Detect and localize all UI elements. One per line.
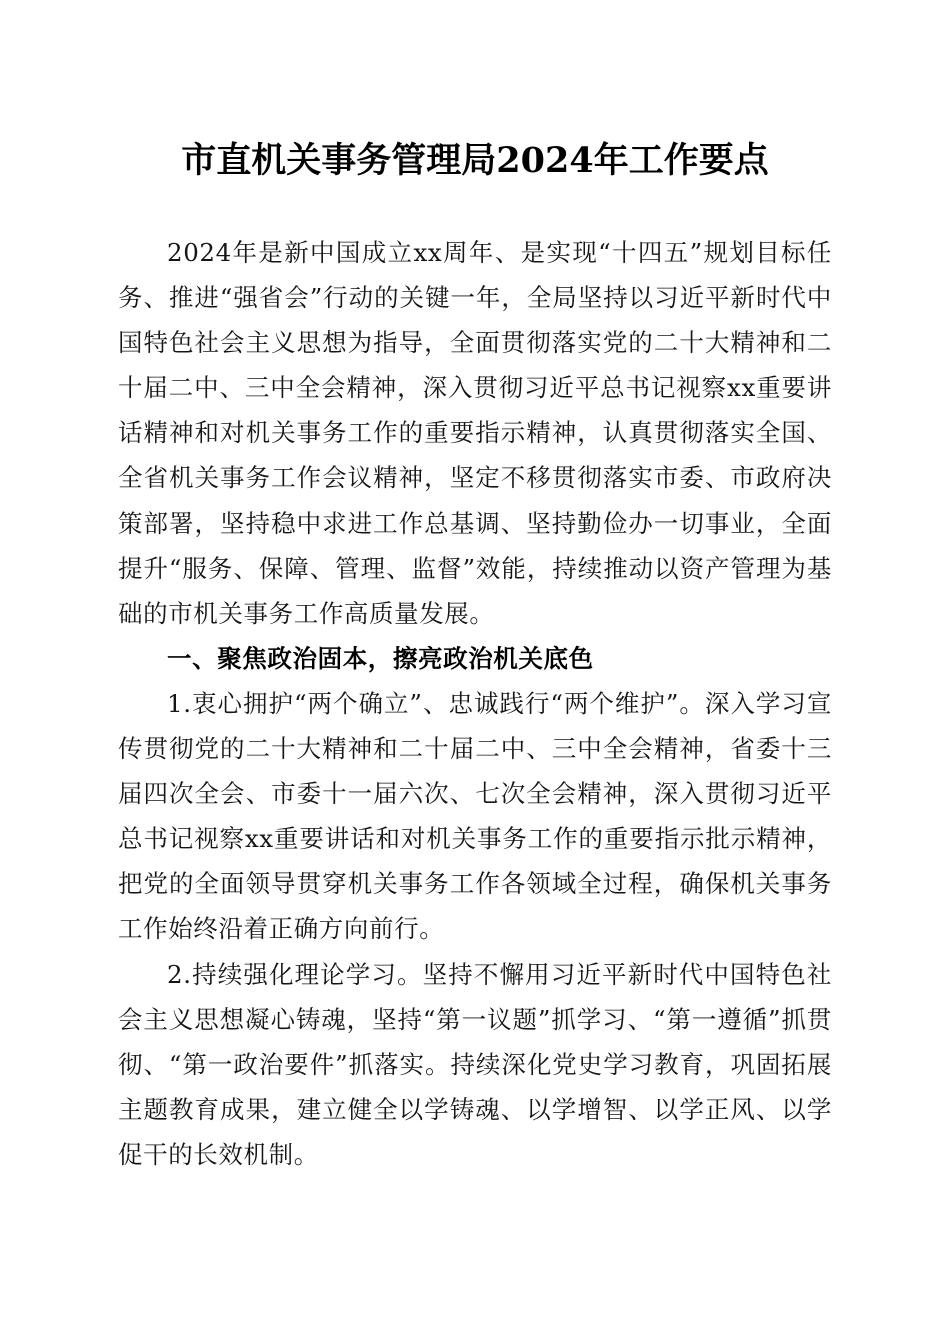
section-heading-1: 一、聚焦政治固本，擦亮政治机关底色 [167, 643, 594, 673]
item-paragraph-1: 1.衷心拥护“两个确立”、忠诚践行“两个维护”。深入学习宣传贯彻党的二十大精神和二十届二中、三中全会精神，省委十三届四次全会、市委十一届六次、七次全会精神，深入贯彻习近平总书记视察xx重要讲话和对机关事务工作的重要指示批示精神，把党的全面领导贯穿机关事务工作各领域全过程，确保机关事务工作始终沿着正确方向前行。 [118, 688, 832, 944]
item-paragraph-2: 2.持续强化理论学习。坚持不懈用习近平新时代中国特色社会主义思想凝心铸魂，坚持“第一议题”抓学习、“第一遵循”抓贯彻、“第一政治要件”抓落实。持续深化党史学习教育，巩固拓展主题教育成果，建立健全以学铸魂、以学增智、以学正风、以学促干的长效机制。 [118, 959, 832, 1169]
document-title: 市直机关事务管理局2024年工作要点 [181, 140, 769, 181]
document-body [118, 230, 832, 1177]
intro-paragraph: 2024年是新中国成立xx周年、是实现“十四五”规划目标任务、推进“强省会”行动的关键一年，全局坚持以习近平新时代中国特色社会主义思想为指导，全面贯彻落实党的二十大精神和二十届二中、三中全会精神，深入贯彻习近平总书记视察xx重要讲话精神和对机关事务工作的重要指示精神，认真贯彻落实全国、全省机关事务工作会议精神，坚定不移贯彻落实市委、市政府决策部署，坚持稳中求进工作总基调、坚持勤俭办一切事业，全面提升“服务、保障、管理、监督”效能，持续推动以资产管理为基础的市机关事务工作高质量发展。 [118, 238, 832, 628]
